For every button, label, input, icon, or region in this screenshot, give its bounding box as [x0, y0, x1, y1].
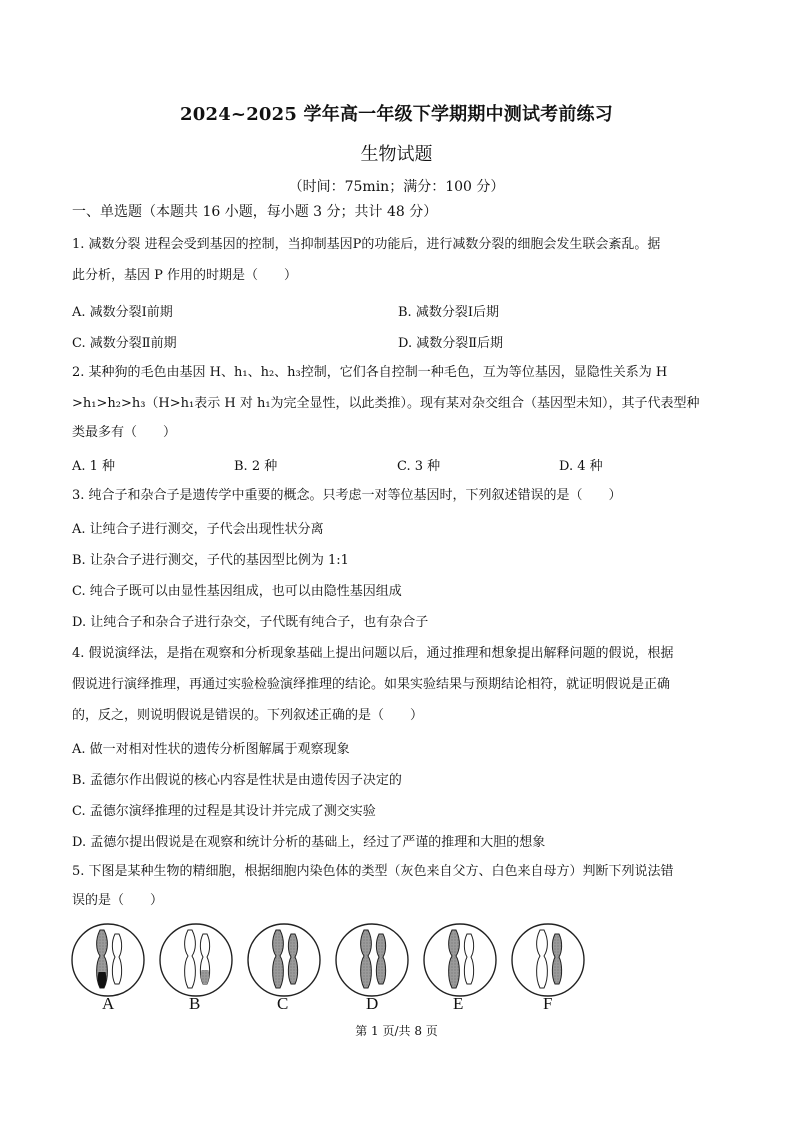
- cell-b: [160, 924, 232, 996]
- sperm-cells-figure: [68, 918, 588, 1018]
- exam-subject: 生物试题: [360, 144, 433, 165]
- question-5-line-2: 误的是（ ）: [72, 893, 164, 908]
- q2-option-a: A. 1 种: [72, 459, 116, 474]
- chromosome-short: [288, 934, 297, 984]
- question-3-line-1: 3. 纯合子和杂合子是遗传学中重要的概念。只考虑一对等位基因时，下列叙述错误的是（ ）: [72, 488, 622, 503]
- chromosome-short: [464, 934, 473, 984]
- page-footer: 第 1 页/共 8 页: [355, 1024, 438, 1038]
- figure-label-e: E: [453, 994, 464, 1013]
- exam-title: 2024~2025 学年高一年级下学期期中测试考前练习: [180, 104, 613, 125]
- q1-option-c: C. 减数分裂Ⅱ前期: [72, 336, 177, 351]
- cell-f: [512, 924, 584, 996]
- section-heading: 一、单选题（本题共 16 小题，每小题 3 分；共计 48 分）: [72, 204, 438, 220]
- q2-option-b: B. 2 种: [234, 459, 278, 474]
- chromosome-long: [185, 930, 196, 988]
- figure-label-a: A: [102, 994, 115, 1013]
- chromosome-long: [537, 930, 548, 988]
- chromosome-long: [361, 930, 372, 988]
- chromosome-long: [449, 930, 460, 988]
- question-2-line-1: 2. 某种狗的毛色由基因 H、h₁、h₂、h₃控制，它们各自控制一种毛色，互为等位基因，显隐性关系为 H: [72, 365, 668, 380]
- chromosome-long: [97, 930, 108, 988]
- question-1-line-1: 1. 减数分裂 进程会受到基因的控制，当抑制基因P的功能后，进行减数分裂的细胞会发生联会紊乱。据: [72, 237, 661, 252]
- cell-d: [336, 924, 408, 996]
- figure-label-d: D: [366, 994, 379, 1013]
- q1-option-a: A. 减数分裂Ⅰ前期: [72, 305, 173, 320]
- figure-label-c: C: [277, 994, 289, 1013]
- q3-option-c: C. 纯合子既可以由显性基因组成，也可以由隐性基因组成: [72, 584, 402, 599]
- chromosome-short: [200, 934, 209, 984]
- exam-meta: （时间：75min；满分：100 分）: [288, 179, 505, 195]
- chromosome-long: [273, 930, 284, 988]
- q2-option-d: D. 4 种: [559, 459, 603, 474]
- question-4-line-3: 的，反之，则说明假说是错误的。下列叙述正确的是（ ）: [72, 708, 424, 723]
- question-1-line-2: 此分析，基因 P 作用的时期是（ ）: [72, 268, 298, 283]
- question-2-line-3: 类最多有（ ）: [72, 425, 177, 440]
- chromosome-short: [552, 934, 561, 984]
- cell-a: [72, 924, 144, 996]
- figure-label-b: B: [189, 994, 201, 1013]
- question-4-line-2: 假说进行演绎推理，再通过实验检验演绎推理的结论。如果实验结果与预期结论相符，就证明假说是正确: [72, 677, 671, 692]
- chromosome-short: [376, 934, 385, 984]
- question-2-line-2: >h₁>h₂>h₃（H>h₁表示 H 对 h₁为完全显性，以此类推）。现有某对杂交组合（基因型未知），其子代表型种: [72, 396, 700, 411]
- q3-option-b: B. 让杂合子进行测交，子代的基因型比例为 1:1: [72, 553, 349, 568]
- q4-option-a: A. 做一对相对性状的遗传分析图解属于观察现象: [72, 742, 350, 757]
- q3-option-d: D. 让纯合子和杂合子进行杂交，子代既有纯合子，也有杂合子: [72, 615, 429, 630]
- q3-option-a: A. 让纯合子进行测交，子代会出现性状分离: [72, 522, 324, 537]
- question-5-line-1: 5. 下图是某种生物的精细胞，根据细胞内染色体的类型（灰色来自父方、白色来自母方）判断下列说法错: [72, 864, 674, 879]
- q4-option-b: B. 孟德尔作出假说的核心内容是性状是由遗传因子决定的: [72, 773, 402, 788]
- q4-option-c: C. 孟德尔演绎推理的过程是其设计并完成了测交实验: [72, 804, 376, 819]
- q1-option-d: D. 减数分裂Ⅱ后期: [398, 336, 504, 351]
- figure-label-f: F: [543, 994, 553, 1013]
- cell-c: [248, 924, 320, 996]
- q1-option-b: B. 减数分裂Ⅰ后期: [398, 305, 499, 320]
- chromosome-short: [112, 934, 121, 984]
- cell-e: [424, 924, 496, 996]
- q4-option-d: D. 孟德尔提出假说是在观察和统计分析的基础上，经过了严谨的推理和大胆的想象: [72, 835, 546, 850]
- q2-option-c: C. 3 种: [397, 459, 441, 474]
- question-4-line-1: 4. 假说演绎法，是指在观察和分析现象基础上提出问题以后，通过推理和想象提出解释问题的假说，根据: [72, 646, 674, 661]
